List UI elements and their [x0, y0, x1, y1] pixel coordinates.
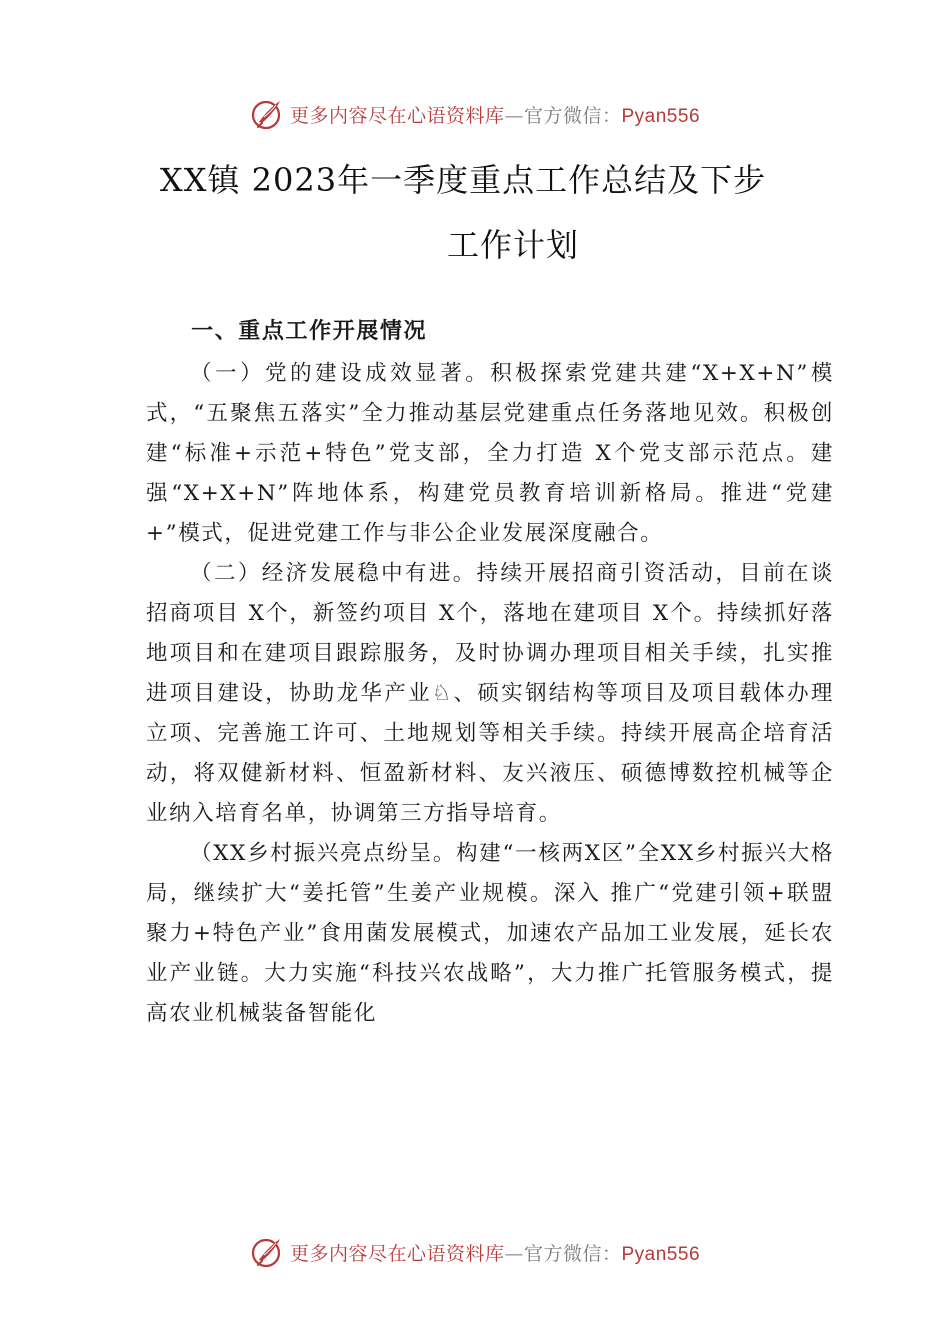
document-title-line1: XX镇 2023年一季度重点工作总结及下步 — [159, 161, 767, 199]
watermark-footer — [0, 1232, 950, 1272]
watermark-text — [290, 101, 700, 128]
watermark-wechat-label: 官方微信： — [523, 1242, 622, 1265]
document-title-line2: 工作计划 — [446, 226, 579, 264]
watermark-wechat-id: Pyan556 — [621, 105, 701, 127]
watermark-wechat-id: Pyan556 — [621, 1243, 701, 1265]
watermark-separator: — — [504, 104, 524, 127]
paragraph-rural-revitalization: （XX乡村振兴亮点纷呈。构建“一核两X区”全XX乡村振兴大格局，继续扩大“姜托管”生姜产业规模。深入 推广“党建引领+联盟聚力+特色产业”食用菌发展模式，加速农产品加工业发展，延长农业产业链。大力实施“科技兴农战略”，大力推广托管服务模式，提高农业机械装备智能化 — [146, 841, 834, 1026]
paragraph-economic-development: （二）经济发展稳中有进。持续开展招商引资活动，目前在谈招商项目 X个，新签约项目 X个，落地在建项目 X个。持续抓好落地项目和在建项目跟踪服务，及时协调办理项目相关手续，扎实推进项目建设，协助龙华产业♘、硕实钢结构等项目及项目载体办理立项、完善施工许可、土地规划等相关手续。持续开展高企培育活动，将双健新材料、恒盈新材料、友兴液压、硕德博数控机械等企业纳入培育名单，协调第三方指导培育。 — [146, 561, 834, 826]
watermark-text — [290, 1239, 700, 1266]
watermark-brand: 更多内容尽在心语资料库 — [289, 104, 505, 127]
watermark-separator: — — [504, 1242, 524, 1265]
section-heading: 一、重点工作开展情况 — [191, 319, 428, 344]
pen-feather-logo-icon — [250, 1235, 284, 1269]
pen-feather-logo-icon — [250, 97, 284, 131]
watermark-brand: 更多内容尽在心语资料库 — [289, 1242, 505, 1265]
watermark-header — [0, 94, 950, 134]
paragraph-party-building: （一）党的建设成效显著。积极探索党建共建“X+X+N”模式，“五聚焦五落实”全力推动基层党建重点任务落地见效。积极创建“标准+示范+特色”党支部，全力打造 X个党支部示范点。建强“X+X+N”阵地体系，构建党员教育培训新格局。推进“党建+”模式，促进党建工作与非公企业发展深度融合。 — [146, 361, 834, 546]
watermark-wechat-label: 官方微信： — [523, 104, 622, 127]
document-body — [146, 312, 834, 1034]
